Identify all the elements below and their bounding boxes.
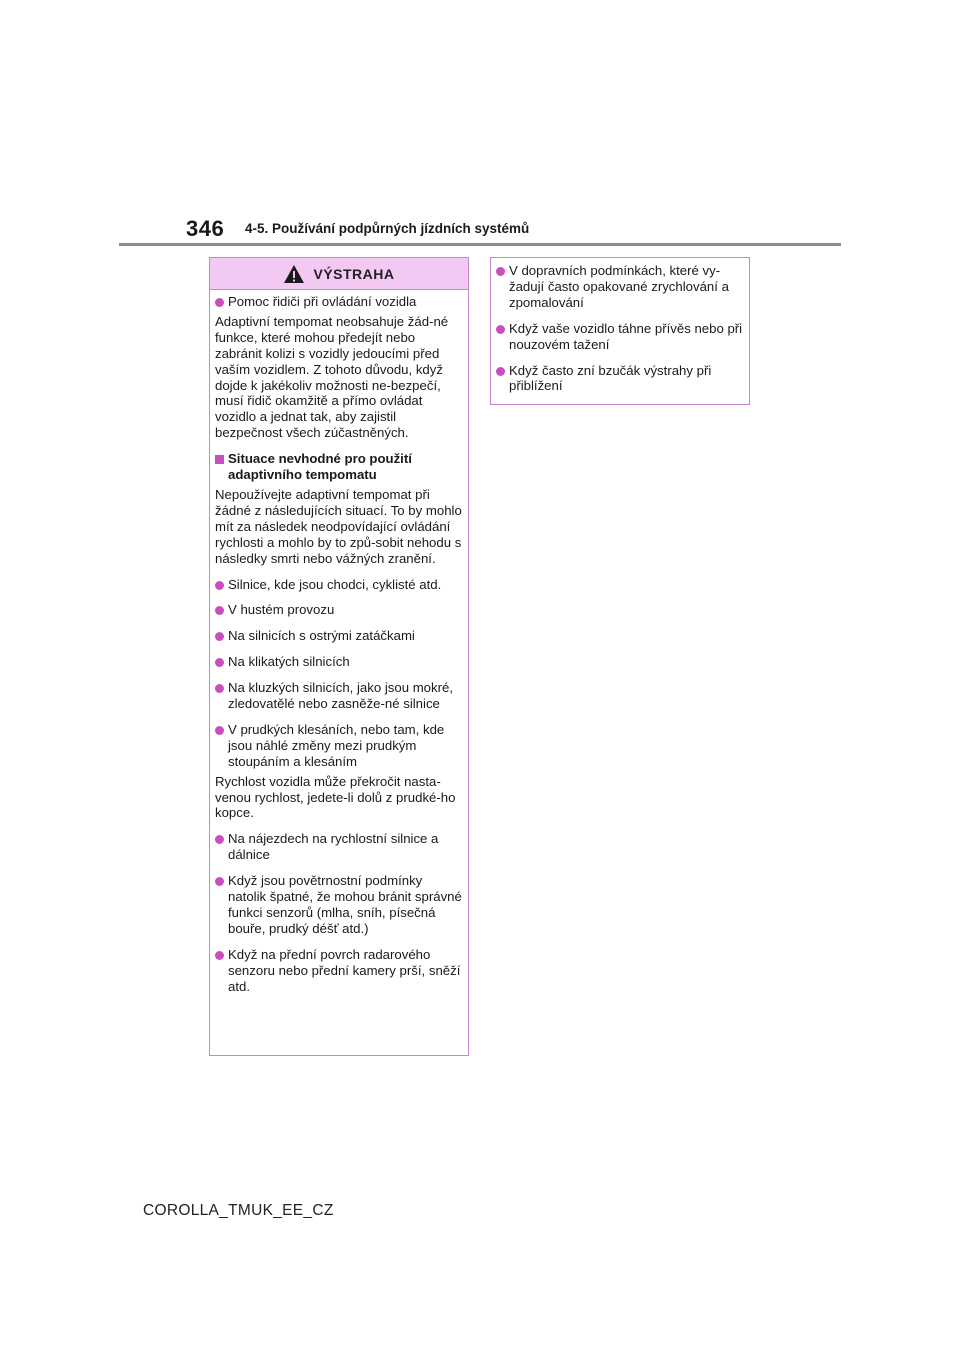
bullet-dot [215, 658, 224, 667]
list-item-text: Na silnicích s ostrými zatáčkami [228, 628, 415, 644]
list-item [215, 294, 463, 310]
list-item [496, 363, 744, 395]
list-item [215, 602, 463, 618]
list-item [215, 947, 463, 995]
bullet-dot [215, 581, 224, 590]
warning-box [209, 257, 469, 1056]
list-item-text: Když vaše vozidlo táhne přívěs nebo při nouzovém tažení [509, 320, 743, 352]
list-item-text: Silnice, kde jsou chodci, cyklisté atd. [228, 576, 442, 592]
bullet-dot [215, 606, 224, 615]
bullet-dot [215, 835, 224, 844]
paragraph: Adaptivní tempomat neobsahuje žád-né funkce, které mohou předejít nebo zabránit kolizi s vozidly jedoucími před vaším vozidlem. Z tohoto důvodu, když dojde k jakékoliv možnosti ne-bezpečí, musí řidič okamžitě a přímo ovládat vozidlo a jednat tak, aby zajistil bezpečnost všech zúčastněných. [215, 313, 449, 441]
warning-continued-body [491, 258, 749, 394]
list-item [215, 680, 463, 712]
list-item-text: V dopravních podmínkách, které vy-žadují často opakované zrychlování a zpomalování [509, 263, 729, 310]
header-rule [119, 243, 841, 246]
warning-triangle-icon [283, 264, 305, 284]
list-item-text: Když často zní bzučák výstrahy při přiblížení [509, 362, 712, 394]
warning-title: VÝSTRAHA [313, 265, 395, 282]
list-item [496, 263, 744, 311]
list-item [215, 654, 463, 670]
bullet-square [215, 455, 224, 464]
list-item [496, 321, 744, 353]
bullet-dot [496, 367, 505, 376]
bullet-dot [496, 267, 505, 276]
list-item-text: Když jsou povětrnostní podmínky natolik špatné, že mohou bránit správné funkci senzorů (mlha, sníh, písečná bouře, prudký déšť atd.) [228, 873, 462, 936]
bullet-dot [215, 632, 224, 641]
list-item-text: Pomoc řidiči při ovládání vozidla [228, 294, 417, 309]
paragraph: Rychlost vozidla může překročit nasta-venou rychlost, jedete-li dolů z prudké-ho kopce. [215, 773, 456, 821]
list-item [215, 873, 463, 937]
subheading-text: Situace nevhodné pro použití adaptivního tempomatu [228, 451, 412, 483]
bullet-dot [215, 877, 224, 886]
bullet-dot [215, 726, 224, 735]
list-item-text: Na nájezdech na rychlostní silnice a dálnice [228, 831, 439, 863]
list-item [215, 577, 463, 593]
warning-header [210, 258, 468, 290]
list-item-text: Na kluzkých silnicích, jako jsou mokré, zledovatělé nebo zasněže-né silnice [228, 680, 453, 712]
list-item-text: Na klikatých silnicích [228, 654, 350, 670]
document-code: COROLLA_TMUK_EE_CZ [143, 1202, 334, 1219]
list-item [215, 831, 463, 863]
section-title: 4-5. Používání podpůrných jízdních systémů [245, 221, 530, 236]
list-item-text: V prudkých klesáních, nebo tam, kde jsou náhlé změny mezi prudkým stoupáním a klesáním [228, 721, 445, 769]
list-item-text: V hustém provozu [228, 602, 335, 618]
list-item [215, 722, 463, 770]
warning-continued-box [490, 257, 750, 405]
subheading [215, 451, 463, 483]
bullet-dot [215, 684, 224, 693]
bullet-dot [215, 951, 224, 960]
bullet-dot [496, 325, 505, 334]
list-item-text: Když na přední povrch radarového senzoru nebo přední kamery prší, sněží atd. [228, 946, 461, 994]
warning-body [210, 290, 468, 995]
page-number: 346 [186, 216, 225, 241]
paragraph: Nepoužívejte adaptivní tempomat při žádné z následujících situací. To by mohlo mít za následek neodpovídající ovládání rychlosti a mohlo by to způ-sobit nehodu s následky smrti nebo vážných zranění. [215, 486, 462, 566]
bullet-dot [215, 298, 224, 307]
list-item [215, 628, 463, 644]
